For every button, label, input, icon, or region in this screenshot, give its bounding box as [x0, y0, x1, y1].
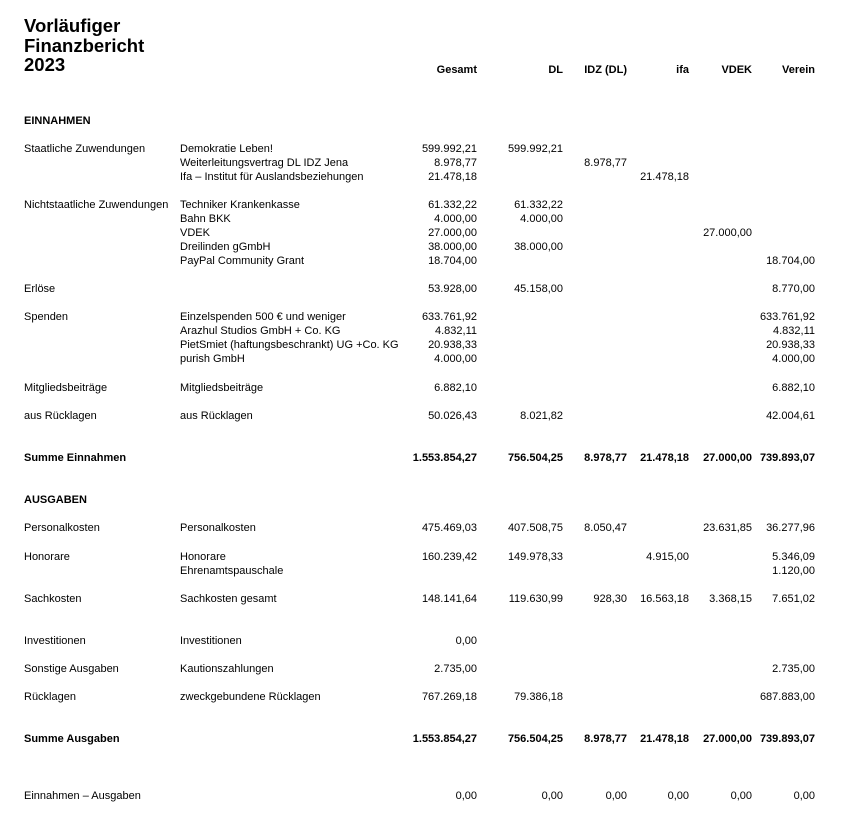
value-cell: 739.893,07 — [759, 452, 815, 464]
value-cell: 4.000,00 — [434, 213, 477, 225]
value-cell: 8.978,77 — [584, 733, 627, 745]
value-cell: 42.004,61 — [766, 410, 815, 422]
balance-label: Einnahmen – Ausgaben — [24, 790, 141, 802]
total-label: Summe Ausgaben — [24, 733, 120, 745]
value-cell: 16.563,18 — [640, 593, 689, 605]
value-cell: 4.915,00 — [646, 551, 689, 563]
value-cell: 38.000,00 — [428, 241, 477, 253]
category-label: Mitgliedsbeiträge — [24, 382, 108, 394]
column-header: IDZ (DL) — [584, 64, 627, 76]
column-header: ifa — [676, 64, 689, 76]
line-item-label: Ehrenamtspauschale — [180, 565, 284, 577]
category-label: Spenden — [24, 311, 69, 323]
value-cell: 3.368,15 — [709, 593, 752, 605]
value-cell: 2.735,00 — [772, 663, 815, 675]
line-item-label: Arazhul Studios GmbH + Co. KG — [180, 325, 341, 337]
category-label: Personalkosten — [24, 522, 100, 534]
line-item-label: Investitionen — [180, 635, 242, 647]
line-item-label: Dreilinden gGmbH — [180, 241, 271, 253]
category-label: Staatliche Zuwendungen — [24, 143, 146, 155]
line-item-label: PietSmiet (haftungsbeschrankt) UG +Co. KG — [180, 339, 399, 351]
value-cell: 27.000,00 — [703, 733, 752, 745]
value-cell: 50.026,43 — [428, 410, 477, 422]
value-cell: 633.761,92 — [421, 311, 477, 323]
line-item-label: PayPal Community Grant — [180, 255, 305, 267]
value-cell: 18.704,00 — [428, 255, 477, 267]
line-item-label: Weiterleitungsvertrag DL IDZ Jena — [180, 157, 349, 169]
value-cell: 599.992,21 — [421, 143, 477, 155]
value-cell: 7.651,02 — [772, 593, 815, 605]
value-cell: 0,00 — [455, 635, 477, 647]
value-cell: 38.000,00 — [514, 241, 563, 253]
value-cell: 633.761,92 — [759, 311, 815, 323]
value-cell: 4.000,00 — [520, 213, 563, 225]
section-heading: AUSGABEN — [24, 494, 87, 506]
value-cell: 475.469,03 — [421, 522, 477, 534]
line-item-label: Mitgliedsbeiträge — [180, 382, 264, 394]
line-item-label: purish GmbH — [180, 353, 245, 365]
line-item-label: Demokratie Leben! — [180, 143, 273, 155]
value-cell: 18.704,00 — [766, 255, 815, 267]
value-cell: 27.000,00 — [428, 227, 477, 239]
value-cell: 407.508,75 — [507, 522, 563, 534]
value-cell: 599.992,21 — [507, 143, 563, 155]
value-cell: 0,00 — [541, 790, 563, 802]
value-cell: 4.000,00 — [434, 353, 477, 365]
value-cell: 21.478,18 — [640, 171, 689, 183]
value-cell: 767.269,18 — [421, 691, 477, 703]
category-label: Sachkosten — [24, 593, 82, 605]
line-item-label: VDEK — [180, 227, 210, 239]
value-cell: 0,00 — [730, 790, 752, 802]
value-cell: 27.000,00 — [703, 227, 752, 239]
value-cell: 148.141,64 — [421, 593, 477, 605]
value-cell: 0,00 — [667, 790, 689, 802]
line-item-label: Ifa – Institut für Auslandsbeziehungen — [180, 171, 364, 183]
value-cell: 6.882,10 — [434, 382, 477, 394]
section-heading: EINNAHMEN — [24, 115, 91, 127]
value-cell: 8.050,47 — [584, 522, 627, 534]
value-cell: 0,00 — [793, 790, 815, 802]
category-label: Nichtstaatliche Zuwendungen — [24, 199, 169, 211]
column-header: DL — [548, 64, 563, 76]
line-item-label: Bahn BKK — [180, 213, 231, 225]
column-header: VDEK — [721, 64, 752, 76]
line-item-label: zweckgebundene Rücklagen — [180, 691, 321, 703]
line-item-label: Techniker Krankenkasse — [180, 199, 300, 211]
value-cell: 8.978,77 — [584, 452, 627, 464]
category-label: Rücklagen — [24, 691, 76, 703]
value-cell: 8.021,82 — [520, 410, 563, 422]
value-cell: 1.553.854,27 — [412, 452, 477, 464]
value-cell: 23.631,85 — [703, 522, 752, 534]
value-cell: 27.000,00 — [703, 452, 752, 464]
value-cell: 2.735,00 — [434, 663, 477, 675]
value-cell: 53.928,00 — [428, 283, 477, 295]
value-cell: 61.332,22 — [428, 199, 477, 211]
value-cell: 21.478,18 — [640, 733, 689, 745]
total-label: Summe Einnahmen — [24, 452, 127, 464]
value-cell: 1.553.854,27 — [412, 733, 477, 745]
value-cell: 1.120,00 — [772, 565, 815, 577]
category-label: Sonstige Ausgaben — [24, 663, 119, 675]
category-label: aus Rücklagen — [24, 410, 97, 422]
value-cell: 79.386,18 — [514, 691, 563, 703]
value-cell: 21.478,18 — [640, 452, 689, 464]
category-label: Investitionen — [24, 635, 86, 647]
value-cell: 4.832,11 — [772, 325, 815, 337]
title-line: Finanzbericht — [24, 34, 145, 56]
value-cell: 8.770,00 — [772, 283, 815, 295]
value-cell: 4.000,00 — [772, 353, 815, 365]
value-cell: 928,30 — [593, 593, 627, 605]
category-label: Erlöse — [24, 283, 56, 295]
title-line: Vorläufiger — [24, 15, 121, 36]
column-header: Gesamt — [436, 64, 477, 76]
value-cell: 61.332,22 — [514, 199, 563, 211]
value-cell: 5.346,09 — [772, 551, 815, 563]
value-cell: 20.938,33 — [428, 339, 477, 351]
value-cell: 20.938,33 — [766, 339, 815, 351]
value-cell: 8.978,77 — [584, 157, 627, 169]
category-label: Honorare — [24, 551, 70, 563]
value-cell: 149.978,33 — [507, 551, 563, 563]
line-item-label: Honorare — [180, 551, 226, 563]
value-cell: 8.978,77 — [434, 157, 477, 169]
title-line: 2023 — [24, 54, 66, 75]
line-item-label: Kautionszahlungen — [180, 663, 274, 675]
value-cell: 4.832,11 — [434, 325, 477, 337]
value-cell: 0,00 — [455, 790, 477, 802]
column-header: Verein — [781, 64, 815, 76]
value-cell: 756.504,25 — [507, 452, 563, 464]
value-cell: 756.504,25 — [507, 733, 563, 745]
line-item-label: Einzelspenden 500 € und weniger — [180, 311, 346, 323]
value-cell: 21.478,18 — [428, 171, 477, 183]
value-cell: 687.883,00 — [759, 691, 815, 703]
line-item-label: aus Rücklagen — [180, 410, 253, 422]
line-item-label: Sachkosten gesamt — [180, 593, 277, 605]
value-cell: 45.158,00 — [514, 283, 563, 295]
value-cell: 119.630,99 — [508, 593, 563, 605]
report-title — [24, 16, 144, 75]
value-cell: 36.277,96 — [766, 522, 815, 534]
value-cell: 6.882,10 — [772, 382, 815, 394]
line-item-label: Personalkosten — [180, 522, 256, 534]
value-cell: 739.893,07 — [759, 733, 815, 745]
value-cell: 0,00 — [605, 790, 627, 802]
value-cell: 160.239,42 — [421, 551, 477, 563]
